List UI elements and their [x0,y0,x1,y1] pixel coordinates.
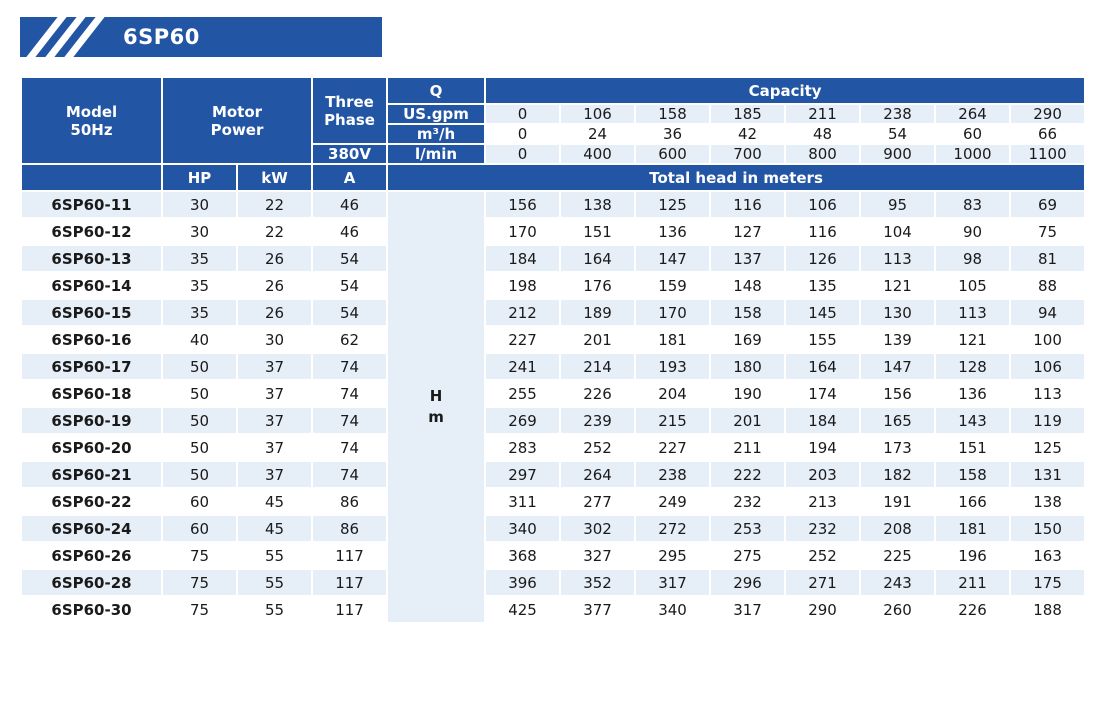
model-cell: 6SP60-18 [21,380,162,407]
table-row [21,542,1085,569]
head-value: 138 [560,191,635,218]
head-value: 269 [485,407,560,434]
head-value: 163 [1010,542,1085,569]
capacity-unit: m³/h [387,124,485,144]
hp-cell: 30 [162,191,237,218]
head-value: 155 [785,326,860,353]
kw-cell: 37 [237,434,312,461]
head-value: 98 [935,245,1010,272]
head-value: 169 [710,326,785,353]
amp-cell: 74 [312,380,387,407]
title-banner [20,17,382,57]
head-value: 264 [560,461,635,488]
capacity-value: 48 [785,124,860,144]
amp-cell: 74 [312,434,387,461]
capacity-value: 800 [785,144,860,164]
head-value: 226 [560,380,635,407]
amp-cell: 54 [312,272,387,299]
head-value: 147 [860,353,935,380]
subheader-row [21,164,1085,191]
head-value: 214 [560,353,635,380]
head-value: 138 [1010,488,1085,515]
voltage-header: 380V [312,144,387,164]
model-subheader-blank [21,164,162,191]
head-value: 252 [785,542,860,569]
capacity-value: 0 [485,124,560,144]
head-value: 75 [1010,218,1085,245]
hp-cell: 35 [162,272,237,299]
capacity-value: 0 [485,144,560,164]
motor-power-header [162,77,312,164]
amp-cell: 74 [312,407,387,434]
head-value: 125 [635,191,710,218]
amp-cell: 86 [312,515,387,542]
head-value: 396 [485,569,560,596]
head-value: 297 [485,461,560,488]
head-value: 260 [860,596,935,623]
head-value: 176 [560,272,635,299]
head-value: 159 [635,272,710,299]
model-cell: 6SP60-15 [21,299,162,326]
head-value: 194 [785,434,860,461]
head-value: 222 [710,461,785,488]
model-cell: 6SP60-28 [21,569,162,596]
head-value: 131 [1010,461,1085,488]
head-value: 203 [785,461,860,488]
head-value: 340 [635,596,710,623]
head-value: 164 [560,245,635,272]
table-row [21,272,1085,299]
model-cell: 6SP60-14 [21,272,162,299]
head-value: 182 [860,461,935,488]
hp-cell: 50 [162,407,237,434]
table-row [21,461,1085,488]
head-value: 95 [860,191,935,218]
head-value: 126 [785,245,860,272]
model-cell: 6SP60-12 [21,218,162,245]
head-value: 201 [710,407,785,434]
head-value: 83 [935,191,1010,218]
page-title: 6SP60 [123,25,200,49]
table-row [21,245,1085,272]
head-value: 90 [935,218,1010,245]
head-value: 377 [560,596,635,623]
hp-cell: 50 [162,380,237,407]
capacity-value: 1000 [935,144,1010,164]
kw-cell: 45 [237,515,312,542]
table-row [21,407,1085,434]
capacity-value: 185 [710,104,785,124]
head-value: 302 [560,515,635,542]
kw-cell: 26 [237,299,312,326]
capacity-value: 66 [1010,124,1085,144]
head-value: 253 [710,515,785,542]
hp-cell: 60 [162,488,237,515]
head-value: 156 [860,380,935,407]
head-value: 151 [935,434,1010,461]
head-value: 127 [710,218,785,245]
head-value: 150 [1010,515,1085,542]
capacity-value: 42 [710,124,785,144]
kw-cell: 26 [237,245,312,272]
h-label: H [429,387,443,405]
table-row [21,380,1085,407]
head-value: 151 [560,218,635,245]
amp-cell: 117 [312,542,387,569]
model-label: Model [65,102,118,121]
model-cell: 6SP60-17 [21,353,162,380]
hp-cell: 35 [162,245,237,272]
head-value: 317 [710,596,785,623]
amp-cell: 86 [312,488,387,515]
model-cell: 6SP60-22 [21,488,162,515]
amp-cell: 117 [312,569,387,596]
phase-label: Phase [324,110,375,129]
head-value: 143 [935,407,1010,434]
kw-cell: 55 [237,569,312,596]
head-value: 139 [860,326,935,353]
capacity-value: 700 [710,144,785,164]
model-cell: 6SP60-21 [21,461,162,488]
table-row [21,515,1085,542]
head-value: 136 [635,218,710,245]
head-value: 170 [635,299,710,326]
kw-cell: 37 [237,461,312,488]
head-value: 130 [860,299,935,326]
head-value: 225 [860,542,935,569]
head-value: 184 [785,407,860,434]
m-label: m [428,408,444,426]
head-value: 255 [485,380,560,407]
capacity-value: 211 [785,104,860,124]
head-value: 277 [560,488,635,515]
table-row [21,596,1085,623]
kw-cell: 22 [237,191,312,218]
head-value: 135 [785,272,860,299]
head-value: 272 [635,515,710,542]
head-value: 181 [935,515,1010,542]
head-value: 239 [560,407,635,434]
capacity-value: 60 [935,124,1010,144]
kw-header: kW [237,164,312,191]
amp-cell: 54 [312,245,387,272]
kw-cell: 22 [237,218,312,245]
head-value: 116 [710,191,785,218]
q-header: Q [387,77,485,104]
head-value: 204 [635,380,710,407]
model-cell: 6SP60-26 [21,542,162,569]
head-value: 283 [485,434,560,461]
hp-cell: 60 [162,515,237,542]
table-row [21,434,1085,461]
table-row [21,218,1085,245]
table-row [21,326,1085,353]
capacity-value: 1100 [1010,144,1085,164]
table-row [21,191,1085,218]
hp-cell: 30 [162,218,237,245]
amp-header: A [312,164,387,191]
head-value: 170 [485,218,560,245]
capacity-header: Capacity [485,77,1085,104]
head-value: 290 [785,596,860,623]
hp-cell: 50 [162,434,237,461]
model-cell: 6SP60-19 [21,407,162,434]
head-value: 212 [485,299,560,326]
head-value: 243 [860,569,935,596]
head-unit-cell [387,191,485,623]
hp-cell: 75 [162,569,237,596]
capacity-value: 900 [860,144,935,164]
head-value: 105 [935,272,1010,299]
power-label: Power [210,120,264,139]
head-value: 106 [785,191,860,218]
head-value: 116 [785,218,860,245]
head-value: 104 [860,218,935,245]
capacity-value: 0 [485,104,560,124]
capacity-value: 400 [560,144,635,164]
head-value: 166 [935,488,1010,515]
capacity-value: 600 [635,144,710,164]
head-value: 191 [860,488,935,515]
head-value: 211 [710,434,785,461]
performance-table [20,76,1086,624]
amp-cell: 117 [312,596,387,623]
head-value: 249 [635,488,710,515]
kw-cell: 37 [237,407,312,434]
total-head-header: Total head in meters [387,164,1085,191]
head-value: 119 [1010,407,1085,434]
model-cell: 6SP60-24 [21,515,162,542]
head-value: 226 [935,596,1010,623]
head-value: 121 [860,272,935,299]
head-value: 121 [935,326,1010,353]
head-value: 148 [710,272,785,299]
hp-header: HP [162,164,237,191]
kw-cell: 30 [237,326,312,353]
head-value: 113 [1010,380,1085,407]
model-cell: 6SP60-16 [21,326,162,353]
head-value: 317 [635,569,710,596]
amp-cell: 46 [312,191,387,218]
capacity-value: 24 [560,124,635,144]
head-value: 81 [1010,245,1085,272]
capacity-value: 36 [635,124,710,144]
head-value: 190 [710,380,785,407]
head-value: 145 [785,299,860,326]
model-cell: 6SP60-13 [21,245,162,272]
capacity-value: 54 [860,124,935,144]
hp-cell: 75 [162,542,237,569]
head-value: 125 [1010,434,1085,461]
head-value: 173 [860,434,935,461]
motor-label: Motor [211,102,263,121]
head-value: 137 [710,245,785,272]
model-cell: 6SP60-11 [21,191,162,218]
capacity-value: 264 [935,104,1010,124]
head-value: 232 [710,488,785,515]
head-value: 164 [785,353,860,380]
kw-cell: 37 [237,380,312,407]
capacity-unit: US.gpm [387,104,485,124]
amp-cell: 54 [312,299,387,326]
kw-cell: 55 [237,596,312,623]
model-header [21,77,162,164]
model-cell: 6SP60-30 [21,596,162,623]
head-value: 184 [485,245,560,272]
head-value: 327 [560,542,635,569]
capacity-value: 238 [860,104,935,124]
kw-cell: 45 [237,488,312,515]
hp-cell: 50 [162,461,237,488]
head-value: 215 [635,407,710,434]
head-value: 340 [485,515,560,542]
head-value: 227 [485,326,560,353]
head-value: 158 [710,299,785,326]
head-value: 275 [710,542,785,569]
model-cell: 6SP60-20 [21,434,162,461]
head-value: 193 [635,353,710,380]
head-value: 232 [785,515,860,542]
amp-cell: 62 [312,326,387,353]
head-value: 136 [935,380,1010,407]
head-value: 147 [635,245,710,272]
head-value: 156 [485,191,560,218]
kw-cell: 37 [237,353,312,380]
head-value: 113 [935,299,1010,326]
capacity-unit: l/min [387,144,485,164]
amp-cell: 46 [312,218,387,245]
head-value: 311 [485,488,560,515]
head-value: 188 [1010,596,1085,623]
head-value: 208 [860,515,935,542]
head-value: 165 [860,407,935,434]
capacity-value: 158 [635,104,710,124]
head-value: 196 [935,542,1010,569]
head-value: 352 [560,569,635,596]
amp-cell: 74 [312,461,387,488]
head-value: 94 [1010,299,1085,326]
table-row [21,299,1085,326]
capacity-value: 106 [560,104,635,124]
head-value: 128 [935,353,1010,380]
head-value: 238 [635,461,710,488]
head-value: 271 [785,569,860,596]
head-value: 295 [635,542,710,569]
head-value: 180 [710,353,785,380]
freq-label: 50Hz [70,120,113,139]
hp-cell: 40 [162,326,237,353]
hp-cell: 35 [162,299,237,326]
head-value: 100 [1010,326,1085,353]
head-value: 213 [785,488,860,515]
three-label: Three [325,92,374,111]
head-value: 189 [560,299,635,326]
hp-cell: 75 [162,596,237,623]
head-value: 425 [485,596,560,623]
head-value: 368 [485,542,560,569]
table-row [21,488,1085,515]
head-value: 88 [1010,272,1085,299]
head-value: 69 [1010,191,1085,218]
amp-cell: 74 [312,353,387,380]
head-value: 252 [560,434,635,461]
hp-cell: 50 [162,353,237,380]
head-value: 158 [935,461,1010,488]
kw-cell: 26 [237,272,312,299]
head-value: 181 [635,326,710,353]
head-value: 241 [485,353,560,380]
head-value: 175 [1010,569,1085,596]
head-value: 211 [935,569,1010,596]
head-value: 106 [1010,353,1085,380]
table-row [21,569,1085,596]
head-value: 113 [860,245,935,272]
head-value: 201 [560,326,635,353]
capacity-value: 290 [1010,104,1085,124]
head-value: 296 [710,569,785,596]
head-value: 227 [635,434,710,461]
three-phase-header [312,77,387,144]
head-value: 174 [785,380,860,407]
table-row [21,353,1085,380]
head-value: 198 [485,272,560,299]
kw-cell: 55 [237,542,312,569]
